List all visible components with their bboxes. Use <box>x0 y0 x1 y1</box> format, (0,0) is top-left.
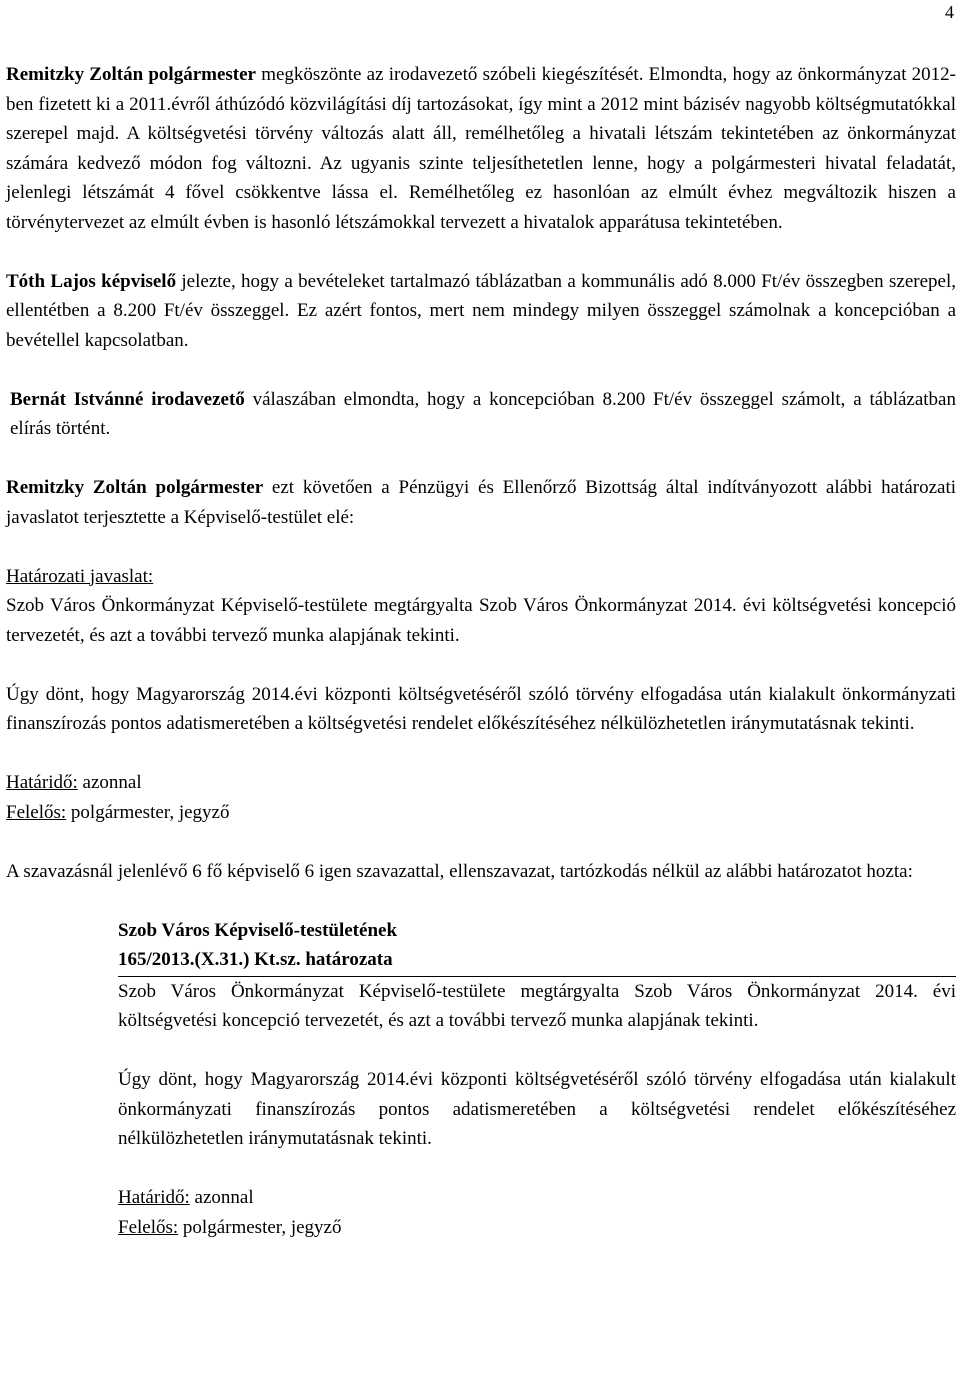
paragraph-mayor-remarks <box>6 60 956 237</box>
resolution-deadline: Határidő: azonnal <box>118 1187 254 1208</box>
resolution-block <box>118 916 956 1243</box>
speaker-name: Remitzky Zoltán polgármester <box>6 64 256 85</box>
paragraph-text: ezt követően a Pénzügyi és Ellenőrző Bizottság által indítványozott alábbi határozati javaslatot terjesztette a Képviselő-testület elé: <box>6 477 956 528</box>
proposal-heading: Határozati javaslat: <box>6 565 154 587</box>
proposal-responsible: Felelős: polgármester, jegyző <box>6 801 230 823</box>
document-page <box>6 0 956 1242</box>
resolution-responsible: Felelős: polgármester, jegyző <box>118 1216 342 1238</box>
resolution-title-line-2: 165/2013.(X.31.) Kt.sz. határozata <box>118 945 956 977</box>
paragraph-text: megköszönte az irodavezető szóbeli kiegészítését. Elmondta, hogy az önkormányzat 2012-ben fizetett ki a 2011.évről áthúzódó közvilágítási díj tartozásokat, így mint a 2012 mint bázisév nagyobb költségmutatókkal szerepel majd. A költségvetési törvény változás alatt áll, remélhetőleg a hivatali létszám tekintetében az önkormányzat számára kedvező módon fog változni. Az ugyanis szinte teljesíthetetlen lenne, hogy a polgármesteri hivatal feladatát, jelenlegi létszámát 4 fővel csökkentve lássa el. Remélhetőleg ez hasonlóan az elmúlt évhez megváltozik hiszen a törvénytervezet az elmúlt évben is hasonló létszámokkal tervezett a hivatalok apparátusa tekintetében. <box>6 64 957 233</box>
proposal-text-1: Szob Város Önkormányzat Képviselő-testülete megtárgyalta Szob Város Önkormányzat 2014. évi költségvetési koncepció tervezetét, és azt a további tervező munka alapjának tekinti. <box>6 595 956 646</box>
paragraph-representative-remarks <box>6 267 956 356</box>
page-number: 4 <box>945 2 954 22</box>
paragraph-text: válaszában elmondta, hogy a koncepcióban 8.200 Ft/év összeggel számolt, a táblázatban elírás történt. <box>10 388 956 439</box>
paragraph-text: jelezte, hogy a bevételeket tartalmazó táblázatban a kommunális adó 8.000 Ft/év összegben szerepel, ellentétben a 8.200 Ft/év összeggel. Ez azért fontos, mert nem mindegy milyen összeggel számolnak a koncepcióban a bevétellel kapcsolatban. <box>6 270 956 351</box>
speaker-name: Bernát Istvánné irodavezető <box>10 388 245 410</box>
resolution-text-1: Szob Város Önkormányzat Képviselő-testülete megtárgyalta Szob Város Önkormányzat 2014. évi költségvetési koncepció tervezetét, és azt a további tervező munka alapjának tekinti. <box>118 980 956 1031</box>
paragraph-office-head-reply <box>6 385 956 444</box>
proposal-text-2: Úgy dönt, hogy Magyarország 2014.évi központi költségvetéséről szóló törvény elfogadása után kialakult önkormányzati finanszírozás pontos adatismeretében a költségvetési rendelet előkészítéséhez nélkülözhetetlen iránymutatásnak tekinti. <box>6 683 956 734</box>
proposal-deadline: Határidő: azonnal <box>6 772 142 793</box>
vote-statement: A szavazásnál jelenlévő 6 fő képviselő 6 igen szavazattal, ellenszavazat, tartózkodás nélkül az alábbi határozatot hozta: <box>6 860 913 882</box>
resolution-text-2: Úgy dönt, hogy Magyarország 2014.évi központi költségvetéséről szóló törvény elfogadása után kialakult önkormányzati finanszírozás pontos adatismeretében a költségvetési rendelet előkészítéséhez nélkülözhetetlen iránymutatásnak tekinti. <box>118 1069 956 1149</box>
speaker-name: Tóth Lajos képviselő <box>6 270 177 292</box>
resolution-title-line-1: Szob Város Képviselő-testületének <box>118 919 398 941</box>
paragraph-mayor-proposal <box>6 473 956 532</box>
speaker-name: Remitzky Zoltán polgármester <box>6 477 264 498</box>
